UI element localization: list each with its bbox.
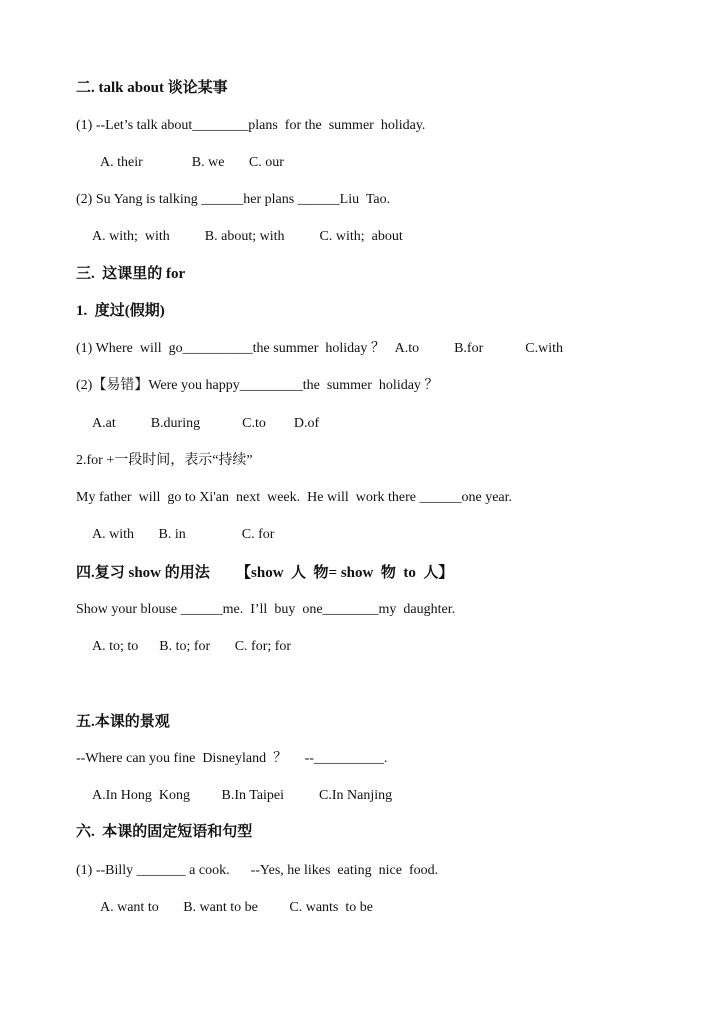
section-4-heading: 四.复习 show 的用法 【show 人 物= show 物 to 人】: [76, 565, 454, 581]
question-1-options: A. their B. we C. our: [100, 155, 284, 170]
for-duration-note: 2.for +一段时间，表示“持续”: [76, 453, 253, 468]
question-3-stem: (1) Where will go__________the summer holiday ？ A.to B.for C.with: [76, 341, 563, 356]
question-4-stem: (2)【易错】Were you happy_________the summer holiday ？: [76, 378, 439, 393]
section-3-heading: 三. 这课里的 for: [76, 266, 186, 282]
section-6-heading: 六. 本课的固定短语和句型: [76, 824, 253, 840]
question-5-stem: My father will go to Xi'an next week. He will work there ______one year.: [76, 490, 513, 505]
question-1-stem: (1) --Let’s talk about________plans for the summer holiday.: [76, 118, 426, 133]
question-8-stem: (1) --Billy _______ a cook. --Yes, he likes eating nice food.: [76, 863, 439, 878]
question-2-options: A. with; with B. about; with C. with; about: [92, 229, 403, 244]
question-7-options: A.In Hong Kong B.In Taipei C.In Nanjing: [92, 788, 393, 803]
section-5-heading: 五.本课的景观: [76, 714, 170, 730]
section-2-heading: 二. talk about 谈论某事: [76, 80, 228, 96]
question-6-options: A. to; to B. to; for C. for; for: [92, 639, 292, 654]
section-3-subheading: 1. 度过(假期): [76, 303, 165, 319]
question-6-stem: Show your blouse ______me. I’ll buy one________my daughter.: [76, 602, 456, 617]
question-7-stem: --Where can you fine Disneyland ？ --__________.: [76, 751, 388, 766]
question-4-options: A.at B.during C.to D.of: [92, 416, 320, 431]
question-8-options: A. want to B. want to be C. wants to be: [100, 900, 373, 915]
question-2-stem: (2) Su Yang is talking ______her plans ______Liu Tao.: [76, 192, 391, 207]
question-5-options: A. with B. in C. for: [92, 527, 275, 542]
